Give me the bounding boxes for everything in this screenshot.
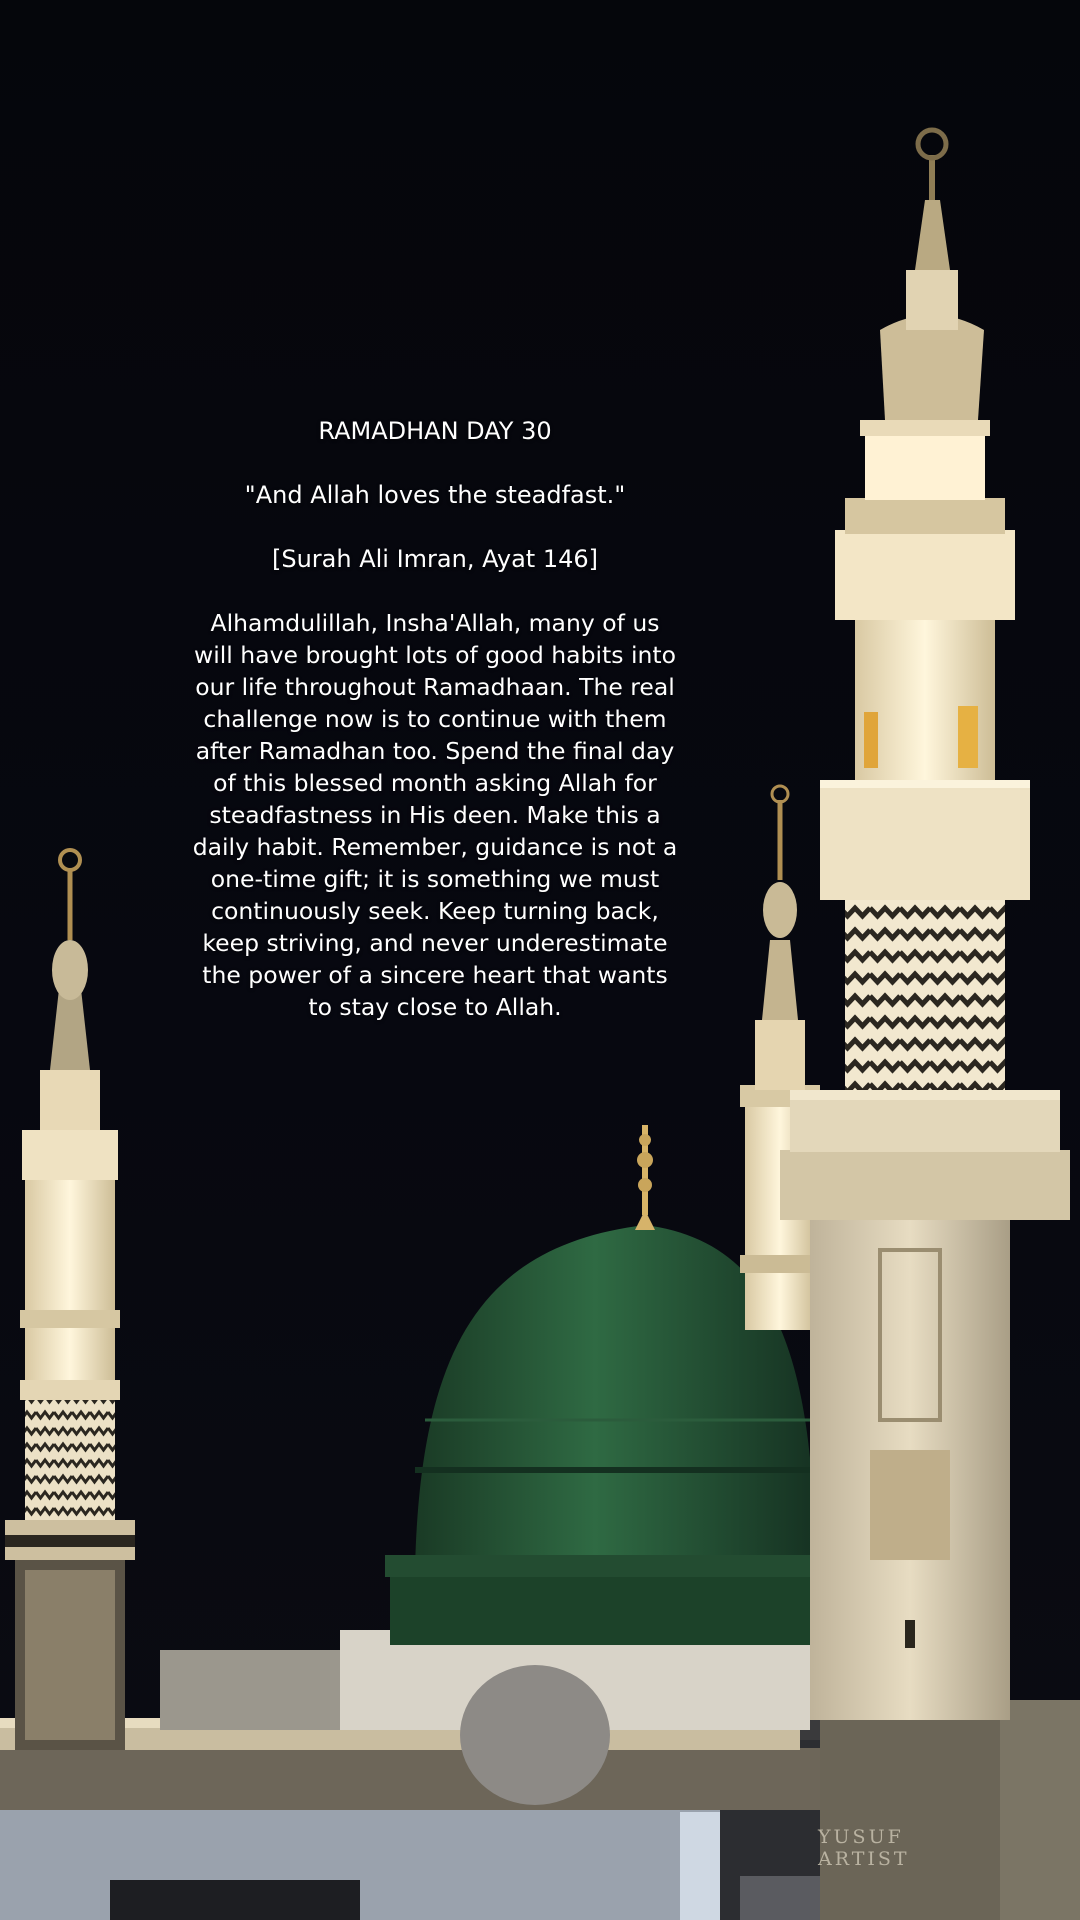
right-minaret — [780, 130, 1070, 1720]
watermark-line-2: ARTIST — [818, 1848, 910, 1870]
left-minaret — [5, 850, 135, 1750]
post-title: RAMADHAN DAY 30 — [318, 417, 552, 445]
post-body: Alhamdulillah, Insha'Allah, many of us will have brought lots of good habits into our life throughout Ramadhaan. The real challenge now is to continue with them after Ramadhan too. Spend the final day of this blessed month asking Allah for steadfastness in His deen. Make this a daily habit. Remember, guidance is not a one-time gift; it is something we must continuously seek. Keep turning back, keep striving, and never underestimate the power of a sincere heart that wants to stay close to Allah. — [192, 609, 678, 1021]
roof-left — [160, 1650, 370, 1730]
post-caption — [190, 415, 680, 1023]
small-dome — [460, 1665, 610, 1805]
artist-watermark — [818, 1826, 958, 1870]
post-quote: "And Allah loves the steadfast." — [244, 481, 626, 509]
watermark-line-1: YUSUF — [818, 1826, 904, 1848]
middle-minaret — [740, 786, 820, 1330]
post-reference: [Surah Ali Imran, Ayat 146] — [271, 545, 598, 573]
